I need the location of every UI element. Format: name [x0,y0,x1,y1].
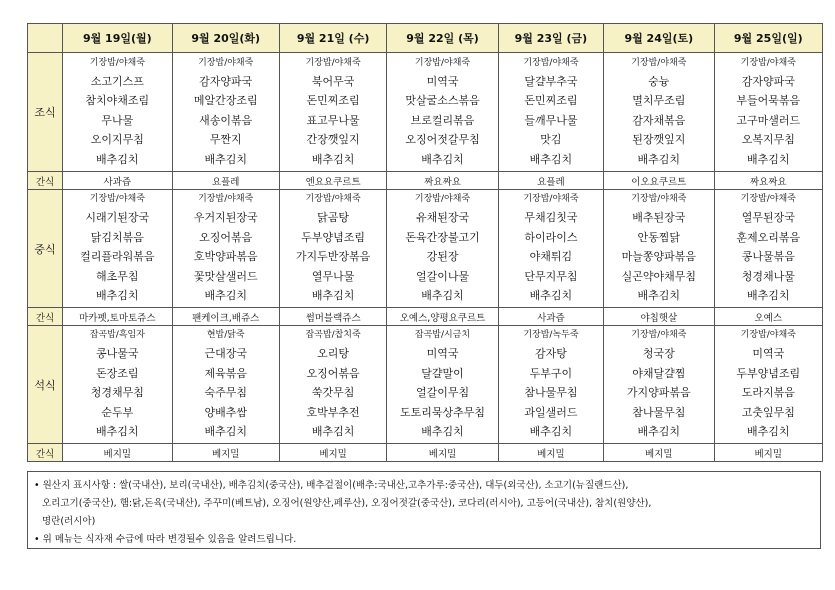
lunch-cell [279,190,386,308]
menu-item: 배추김치 [96,289,139,303]
menu-item: 배추김치 [311,425,355,439]
dinner-cell [498,326,603,444]
menu-item: 닭김치볶음 [90,230,144,244]
menu-item: 배추김치 [747,289,790,303]
menu-item: 도라지볶음 [741,386,795,400]
rice-porridge-item: 기장밥/녹두죽 [523,330,579,341]
menu-item: 배추김치 [421,425,464,439]
menu-item: 가지두반장볶음 [295,250,371,264]
rice-porridge-item: 기장밥/야채죽 [523,57,579,68]
menu-item: 안동찜닭 [637,230,681,244]
snack2-row [28,308,823,326]
snack3-label [28,444,63,462]
rice-porridge-item: 기장밥/야채죽 [89,194,145,205]
lunch-cell [498,190,603,308]
meal-label-text: 석식 [34,378,56,392]
menu-item: 무채김칫국 [524,211,578,225]
snack-item: 야칩햇살 [604,308,714,326]
menu-item: 제육볶음 [204,366,247,380]
menu-item: 청경채무침 [90,386,144,400]
menu-item: 컬리플라워볶음 [80,250,155,264]
rice-porridge-item: 기장밥/야채죽 [740,194,796,205]
menu-item: 배추김치 [311,152,355,166]
menu-item: 고춧잎무침 [741,405,795,419]
snack-item: 짜요짜요 [714,172,822,190]
menu-item: 꽃맛살샐러드 [193,269,258,283]
snack1-label [28,172,63,190]
menu-item: 멸치무조림 [632,94,686,108]
breakfast-cell [63,53,172,172]
menu-item: 배추김치 [311,289,355,303]
snack-item: 팬케이크,배쥬스 [172,308,279,326]
menu-item: 단무지무침 [524,269,578,283]
menu-item: 미역국 [426,74,459,88]
lunch-cell [714,190,822,308]
dinner-cell [279,326,386,444]
rice-porridge-item: 잡곡밥/시금치 [414,330,471,341]
menu-item: 열무된장국 [741,211,795,225]
lunch-cell [172,190,279,308]
menu-item: 북어무국 [311,74,355,88]
rice-porridge-item: 기장밥/야채죽 [631,57,687,68]
day-header: 9월 19일(월) [63,24,172,53]
menu-item: 청경채나물 [741,269,795,283]
snack-item: 마카펫,토마토쥬스 [63,308,172,326]
menu-item: 미역국 [426,347,459,361]
rice-porridge-item: 기장밥/야채죽 [305,194,361,205]
menu-item: 오징어볶음 [306,366,360,380]
menu-item: 고구마샐러드 [736,113,801,127]
menu-item: 브로컬리볶음 [410,113,475,127]
menu-item: 배추김치 [204,289,247,303]
menu-item: 오징어젓갈무침 [405,133,480,147]
menu-item: 야채달걀찜 [632,366,686,380]
menu-item: 배추김치 [529,152,573,166]
menu-item: 참나물무침 [524,386,578,400]
menu-item: 해초무침 [96,269,139,283]
menu-item: 배추김치 [529,289,573,303]
menu-item: 숙주무침 [204,386,247,400]
rice-porridge-item: 기장밥/야채죽 [89,57,145,68]
menu-item: 배추김치 [529,425,573,439]
menu-item: 두부구이 [529,366,573,380]
menu-item: 배추된장국 [632,211,686,225]
day-header: 9월 20일(화) [172,24,279,53]
menu-item: 표고무나물 [306,113,360,127]
menu-item: 콩나물국 [96,347,139,361]
menu-item: 돈장조림 [96,366,139,380]
menu-item: 감자채볶음 [632,113,686,127]
menu-item: 두부양념조림 [736,366,801,380]
origin-notes [27,471,821,549]
menu-item: 쑥갓무침 [311,386,355,400]
rice-porridge-item: 기장밥/야채죽 [631,330,687,341]
menu-item: 배추김치 [637,152,681,166]
menu-item: 닭곰탕 [317,211,350,225]
menu-item: 무짠지 [209,133,242,147]
dinner-cell [604,326,714,444]
rice-porridge-item: 기장밥/야채죽 [740,330,796,341]
menu-item: 미역국 [752,347,785,361]
rice-porridge-item: 기장밥/야채죽 [198,57,254,68]
snack-label-text: 간식 [35,312,55,324]
menu-item: 오징어볶음 [199,230,253,244]
menu-item: 맛살굴소스볶음 [405,94,480,108]
rice-porridge-item: 기장밥/야채죽 [631,194,687,205]
notes-line-4: • 위 메뉴는 식자재 수급에 따라 변경될수 있음을 알려드립니다. [34,534,297,545]
menu-item: 메알간장조림 [193,94,258,108]
snack-item: 베지밀 [714,444,822,462]
menu-item: 무나물 [101,113,134,127]
snack-item: 베지밀 [172,444,279,462]
rice-porridge-item: 기장밥/야채죽 [305,57,361,68]
rice-porridge-item: 잡곡밥/흑임자 [89,330,145,341]
menu-item: 참치야채조림 [85,94,150,108]
snack1-row [28,172,823,190]
day-header: 9월 21일 (수) [279,24,386,53]
menu-item: 들깨무나물 [524,113,578,127]
lunch-row [28,190,823,308]
dinner-cell [387,326,499,444]
menu-item: 감자탕 [534,347,567,361]
snack-item: 베지밀 [498,444,603,462]
menu-item: 도토리묵상추무침 [400,405,486,419]
menu-item: 시래기된장국 [85,211,150,225]
rice-porridge-item: 기장밥/야채죽 [740,57,796,68]
menu-item: 달걀부추국 [524,74,578,88]
snack-item: 사과즙 [63,172,172,190]
lunch-cell [387,190,499,308]
menu-item: 맛김 [540,133,562,147]
menu-item: 마늘쫑양파볶음 [621,250,696,264]
menu-item: 순두부 [101,405,134,419]
menu-item: 참나물무침 [632,405,686,419]
rice-porridge-item: 현밥/닭죽 [206,330,245,341]
breakfast-cell [387,53,499,172]
breakfast-cell [714,53,822,172]
snack-item: 요플레 [172,172,279,190]
snack-item: 베지밀 [604,444,714,462]
notes-line-3: 명란(러시아) [42,516,96,527]
breakfast-label [28,53,63,172]
snack-label-text: 간식 [35,176,55,188]
snack-item: 엔요요쿠르트 [279,172,386,190]
dinner-row [28,326,823,444]
menu-item: 배추김치 [747,425,790,439]
dinner-cell [63,326,172,444]
corner-cell [28,24,63,53]
menu-item: 강된장 [426,250,459,264]
menu-item: 과일샐러드 [524,405,578,419]
menu-item: 배추김치 [421,152,464,166]
snack-item: 오예스,양평요쿠르트 [387,308,499,326]
menu-item: 오복지무침 [741,133,795,147]
menu-item: 양배추쌈 [204,405,247,419]
lunch-cell [604,190,714,308]
meal-label-text: 조식 [34,106,56,119]
header-row [28,24,823,53]
menu-item: 돈민찌조림 [306,94,360,108]
rice-porridge-item: 잡곡밥/찹치죽 [305,330,361,341]
menu-item: 부들어묵볶음 [736,94,801,108]
snack-item: 이오요쿠르트 [604,172,714,190]
menu-item: 간장깻잎지 [306,133,360,147]
snack2-label [28,308,63,326]
menu-item: 새송이볶음 [199,113,253,127]
meal-label-text: 중식 [34,242,56,256]
menu-item: 배추김치 [204,425,247,439]
menu-item: 하이라이스 [524,230,578,244]
rice-porridge-item: 기장밥/야채죽 [414,57,471,68]
snack-item: 썸머블랙쥬스 [279,308,386,326]
menu-item: 호박양파볶음 [193,250,258,264]
menu-item: 배추김치 [637,289,681,303]
snack-item: 베지밀 [63,444,172,462]
menu-item: 실곤약야채무침 [621,269,696,283]
menu-item: 감자양파국 [199,74,253,88]
day-header: 9월 24일(토) [604,24,714,53]
menu-item: 감자양파국 [741,74,795,88]
notes-line-1: • 원산지 표시사항 : 쌀(국내산), 보리(국내산), 배추김치(중국산), 배추겉절이(배추:국내산,고추가루:중국산), 대두(외국산), 소고기(뉴질랜드산), [34,480,629,491]
weekly-menu-table [27,23,823,462]
dinner-cell [172,326,279,444]
menu-item: 열무나물 [311,269,355,283]
snack-label-text: 간식 [35,448,55,460]
day-header: 9월 23일 (금) [498,24,603,53]
menu-item: 숭늉 [648,74,670,88]
menu-item: 우거지된장국 [193,211,258,225]
menu-item: 오리탕 [317,347,350,361]
menu-item: 된장깻잎지 [632,133,686,147]
lunch-label [28,190,63,308]
menu-item: 오이지무침 [90,133,144,147]
breakfast-cell [172,53,279,172]
snack-item: 베지밀 [279,444,386,462]
breakfast-cell [279,53,386,172]
menu-item: 돈민찌조림 [524,94,578,108]
dinner-label [28,326,63,444]
snack-item: 사과즙 [498,308,603,326]
menu-item: 가지양파볶음 [626,386,691,400]
day-header: 9월 22일 (목) [387,24,499,53]
rice-porridge-item: 기장밥/야채죽 [414,194,471,205]
menu-item: 근대장국 [204,347,247,361]
breakfast-cell [604,53,714,172]
breakfast-cell [498,53,603,172]
menu-item: 얼갈이나물 [415,269,470,283]
menu-item: 호박부추전 [306,405,360,419]
menu-item: 콩나물볶음 [741,250,795,264]
dinner-cell [714,326,822,444]
menu-item: 배추김치 [747,152,790,166]
menu-item: 달걀말이 [421,366,464,380]
menu-item: 소고기스프 [90,74,144,88]
menu-item: 배추김치 [637,425,681,439]
menu-item: 훈제오리볶음 [736,230,801,244]
snack-item: 오예스 [714,308,822,326]
menu-item: 두부양념조림 [301,230,365,244]
snack-item: 요플레 [498,172,603,190]
menu-item: 청국장 [642,347,675,361]
menu-item: 배추김치 [421,289,464,303]
menu-item: 돈육간장불고기 [405,230,480,244]
snack-item: 베지밀 [387,444,499,462]
rice-porridge-item: 기장밥/야채죽 [198,194,254,205]
breakfast-row [28,53,823,172]
menu-item: 배추김치 [96,152,139,166]
menu-item: 배추김치 [96,425,139,439]
menu-item: 배추김치 [204,152,247,166]
lunch-cell [63,190,172,308]
menu-item: 얼갈이무침 [415,386,470,400]
menu-item: 야채튀김 [529,250,573,264]
menu-item: 유채된장국 [415,211,470,225]
day-header: 9월 25일(일) [714,24,822,53]
snack-item: 짜요짜요 [387,172,499,190]
rice-porridge-item: 기장밥/야채죽 [523,194,579,205]
notes-line-2: 오리고기(중국산), 햄:닭,돈육(국내산), 주꾸미(베트남), 오징어(원양산,페루산), 오징어젓갈(중국산), 코다리(러시아), 고등어(국내산), 참치(원양산), [42,498,652,509]
snack3-row [28,444,823,462]
